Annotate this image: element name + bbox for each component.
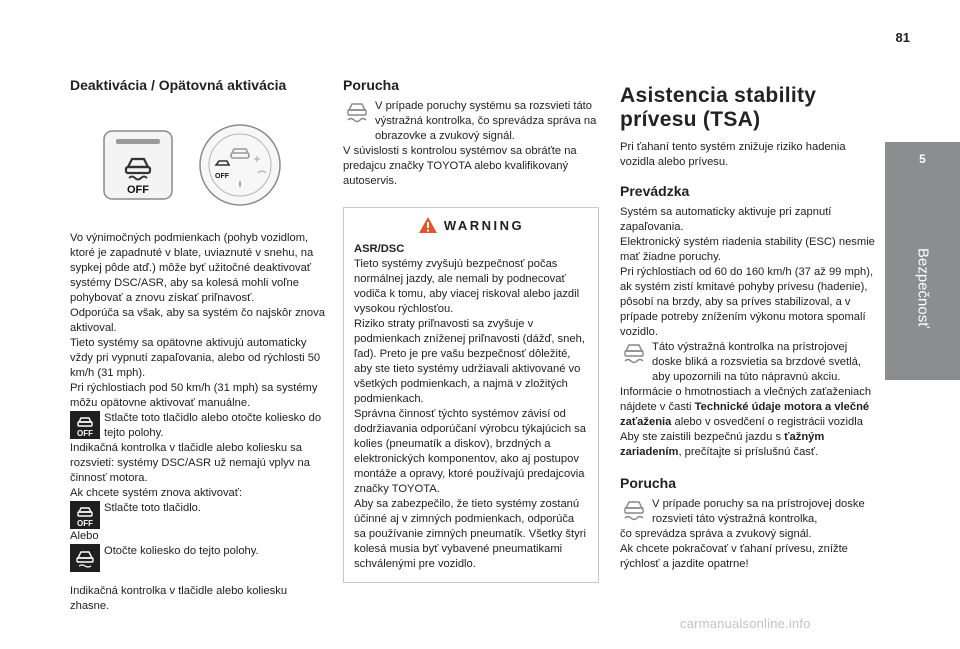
chapter-title: Bezpečnosť [914, 248, 932, 328]
column-tsa [620, 84, 876, 572]
deactivation-para-7: Indikačná kontrolka v tlačidle alebo koliesku zhasne. [70, 585, 288, 612]
skid-warning-icon-2 [620, 340, 648, 366]
press-button-line [70, 501, 325, 529]
press-button-text: Stlačte toto tlačidlo. [104, 502, 202, 514]
warning-para-1: Tieto systémy zvyšujú bezpečnosť počas normálnej jazdy, ale nemali by podnecovať vodiča k tomu, aby viacej riskoval alebo jazdil vysokou rýchlosťou. [354, 258, 580, 315]
turn-dial-line [70, 544, 325, 572]
press-button-or-dial-text: Stlačte toto tlačidlo alebo otočte koliesko do tejto polohy. [104, 412, 322, 439]
dial-off-label: OFF [215, 173, 229, 180]
deactivation-para-2: Odporúča sa však, aby sa systém čo najskôr znova aktivoval. [70, 307, 325, 334]
page-number: 81 [895, 30, 910, 45]
warning-subheading: ASR/DSC [354, 243, 405, 255]
operation-heading: Prevádzka [620, 183, 690, 199]
operation-para-1: Systém sa automaticky aktivuje pri zapnutí zapaľovania. [620, 206, 832, 233]
deactivation-para-3: Tieto systémy sa opätovne aktivujú automaticky vždy pri vypnutí zapaľovania, alebo od rýchlosti 50 km/h (31 mph). [70, 337, 321, 379]
skid-warning-icon [343, 99, 371, 125]
chapter-tab [885, 142, 960, 380]
operation-para-4-start: Informácie o hmotnostiach a vlečných zaťaženiach nájdete v časti [620, 386, 872, 413]
watermark: carmanualsonline.info [680, 616, 811, 631]
small-off-label-2: OFF [77, 519, 93, 528]
column-fault [343, 78, 599, 583]
dsc-off-small-icon [70, 411, 100, 439]
warning-para-3: Správna činnosť týchto systémov závisí od dodržiavania odporúčaní výrobcu týkajúcich sa kolies (pneumatík a diskov), brzdných a elektronických komponentov, ako aj postupov montáže a opravy, ktoré používajú predajcovia značky TOYOTA. [354, 408, 586, 495]
small-off-label: OFF [77, 429, 93, 438]
controls-illustration [102, 123, 325, 207]
drive-mode-dial-icon [198, 123, 282, 207]
deactivation-para-6: Ak chcete systém znova aktivovať: [70, 487, 243, 499]
operation-para-3: Pri rýchlostiach od 60 do 160 km/h (37 až 99 mph), ak systém zistí kmitavé pohyby prívesu (hadenie), pôsobí na brzdy, aby sa príves stabilizoval, a v prípade potreby znížením výkonu motora spomalí vozidlo. [620, 266, 874, 338]
deactivation-heading: Deaktivácia / Opätovná aktivácia [70, 77, 287, 93]
tsa-fault-line [620, 497, 876, 527]
warning-header [354, 216, 588, 234]
tsa-fault-para-2: Ak chcete pokračovať v ťahaní prívesu, znížte rýchlosť a jazdite opatrne! [620, 543, 848, 570]
warning-triangle-icon [418, 216, 438, 234]
tsa-intro: Pri ťahaní tento systém znižuje riziko hadenia vozidla alebo prívesu. [620, 141, 846, 168]
warning-box [343, 207, 599, 583]
dial-position-icon [70, 544, 100, 572]
fault-warning-line [343, 99, 599, 144]
column-deactivation [70, 78, 325, 614]
warning-para-4: Aby sa zabezpečilo, že tieto systémy zostanú účinné aj v zimných podmienkach, odporúča sa používanie zimných pneumatík. Všetky štyri kolesá musia byť vybavené pneumatikami schválenými pre vozidlo. [354, 498, 586, 570]
dsc-off-button-icon [102, 129, 174, 201]
skid-warning-icon-3 [620, 497, 648, 523]
tsa-fault-text: V prípade poruchy sa na prístrojovej doske rozsvieti táto výstražná kontrolka, [652, 498, 865, 525]
chapter-number: 5 [919, 152, 926, 166]
deactivation-para-5: Indikačná kontrolka v tlačidle alebo koliesku sa rozsvieti: systémy DSC/ASR už nemajú vplyv na činnosť motora. [70, 442, 310, 484]
fault-warning-text: V prípade poruchy systému sa rozsvieti táto výstražná kontrolka, čo sprevádza správa na obrazovke a zvukový signál. [375, 100, 597, 142]
fault-heading: Porucha [343, 77, 400, 93]
tsa-indicator-line [620, 340, 876, 385]
operation-para-2: Elektronický systém riadenia stability (ESC) nesmie mať žiadne poruchy. [620, 236, 875, 263]
operation-para-5-end: , prečítajte si príslušnú časť. [678, 446, 819, 458]
dsc-off-small-icon-2 [70, 501, 100, 529]
dsc-off-label: OFF [127, 184, 149, 196]
operation-para-4-end: alebo v osvedčení o registrácii vozidla [674, 416, 863, 428]
warning-para-2: Riziko straty priľnavosti sa zvyšuje v podmienkach zníženej priľnavosti (dážď, sneh, ľad). Preto je pre vašu bezpečnosť dôležité, aby ste tieto systémy udržiavali aktivované vo všetkých podmienkach, a najmä v zložitých podmienkach. [354, 318, 585, 405]
fault-para-1: V súvislosti s kontrolou systémov sa obráťte na predajcu značky TOYOTA alebo kvalifikovaný autoservis. [343, 145, 577, 187]
turn-dial-text: Otočte koliesko do tejto polohy. [104, 545, 259, 557]
or-text: Alebo [70, 530, 99, 542]
tsa-fault-para-1: čo sprevádza správa a zvukový signál. [620, 528, 812, 540]
press-button-or-dial-line [70, 411, 325, 441]
tsa-fault-heading: Porucha [620, 475, 677, 491]
warning-title: WARNING [443, 217, 525, 233]
tsa-indicator-text: Táto výstražná kontrolka na prístrojovej doske bliká a rozsvietia sa brzdové svetlá, aby upozornili na túto nápravnú akciu. [652, 341, 861, 383]
towbar-link[interactable]: ťažným zariadením [620, 431, 825, 458]
deactivation-para-1: Vo výnimočných podmienkach (pohyb vozidlom, ktoré je zapadnuté v blate, uviaznuté v snehu, na sypkej pôde atď.) môže byť užitočné deaktivovať systémy DSC/ASR, aby sa kolesá mohli voľne pohybovať a znovu získať priľnavosť. [70, 232, 314, 304]
operation-para-5 [620, 430, 876, 460]
operation-para-5-start: Aby ste zaistili bezpečnú jazdu s [620, 431, 782, 443]
operation-para-4 [620, 385, 876, 430]
deactivation-para-4: Pri rýchlostiach pod 50 km/h (31 mph) sa systémy môžu opätovne aktivovať manuálne. [70, 382, 318, 409]
technical-data-link[interactable]: Technické údaje motora a vlečné zaťaženia [620, 401, 870, 428]
tsa-title: Asistencia stability prívesu (TSA) [620, 84, 817, 131]
